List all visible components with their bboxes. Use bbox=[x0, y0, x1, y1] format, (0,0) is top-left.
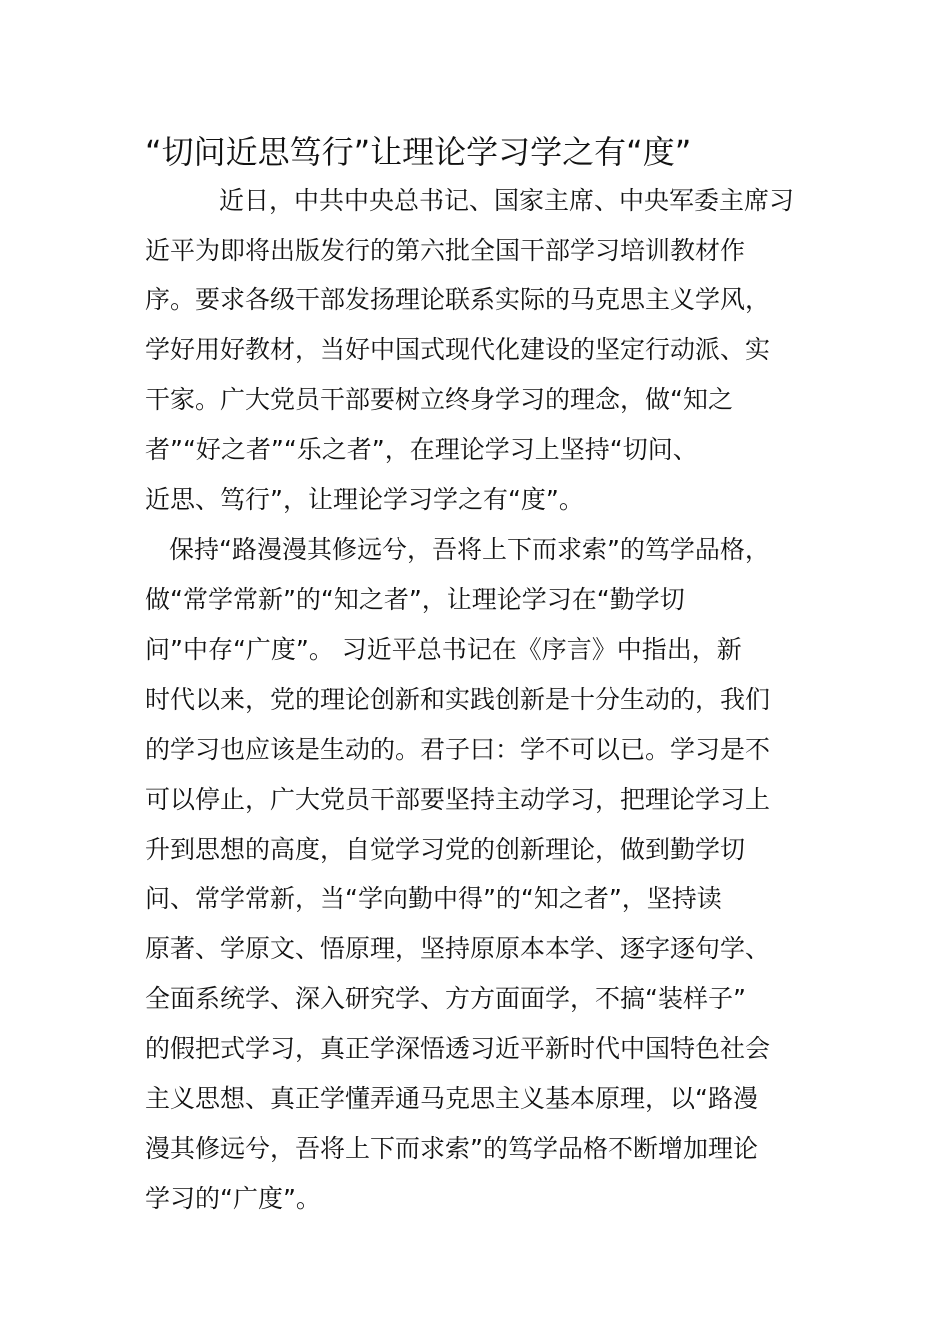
paragraph-2-line-8: 问、常学常新，当“学向勤中得”的“知之者”，坚持读 bbox=[145, 884, 722, 913]
paragraph-1-line-2: 近平为即将出版发行的第六批全国干部学习培训教材作 bbox=[145, 236, 746, 265]
paragraph-2-line-2: 做“常学常新”的“知之者”，让理论学习在“勤学切 bbox=[145, 585, 685, 614]
paragraph-2-line-10: 全面系统学、深入研究学、方方面面学，不搞“装样子” bbox=[145, 984, 746, 1013]
paragraph-2-line-14: 学习的“广度”。 bbox=[145, 1184, 321, 1213]
document-title: “切问近思笃行”让理论学习学之有“度” bbox=[145, 133, 692, 171]
paragraph-2-line-1: 保持“路漫漫其修远兮，吾将上下而求索”的笃学品格， bbox=[169, 535, 770, 564]
paragraph-2-line-3: 问”中存“广度”。 习近平总书记在《序言》中指出，新 bbox=[145, 635, 742, 664]
paragraph-2-line-12: 主义思想、真正学懂弄通马克思主义基本原理，以“路漫 bbox=[145, 1084, 758, 1113]
paragraph-1-line-6: 者”“好之者”“乐之者”，在理论学习上坚持“切问、 bbox=[145, 435, 698, 464]
paragraph-2-line-5: 的学习也应该是生动的。君子曰：学不可以已。学习是不 bbox=[145, 735, 771, 764]
paragraph-1-line-4: 学好用好教材，当好中国式现代化建设的坚定行动派、实 bbox=[145, 335, 771, 364]
paragraph-2-line-6: 可以停止，广大党员干部要坚持主动学习，把理论学习上 bbox=[145, 785, 771, 814]
paragraph-2-line-13: 漫其修远兮，吾将上下而求索”的笃学品格不断增加理论 bbox=[145, 1134, 758, 1163]
paragraph-2-line-9: 原著、学原文、悟原理，坚持原原本本学、逐字逐句学、 bbox=[145, 934, 771, 963]
paragraph-1-line-1: 近日，中共中央总书记、国家主席、中央军委主席习 bbox=[219, 186, 795, 215]
paragraph-1-line-3: 序。要求各级干部发扬理论联系实际的马克思主义学风， bbox=[145, 285, 771, 314]
paragraph-2-line-4: 时代以来，党的理论创新和实践创新是十分生动的，我们 bbox=[145, 685, 771, 714]
paragraph-1-line-7: 近思、笃行”，让理论学习学之有“度”。 bbox=[145, 485, 584, 514]
paragraph-1-line-5: 干家。广大党员干部要树立终身学习的理念，做“知之 bbox=[145, 385, 733, 414]
paragraph-2-line-7: 升到思想的高度，自觉学习党的创新理论，做到勤学切 bbox=[145, 835, 746, 864]
paragraph-2-line-11: 的假把式学习，真正学深悟透习近平新时代中国特色社会 bbox=[145, 1034, 771, 1063]
